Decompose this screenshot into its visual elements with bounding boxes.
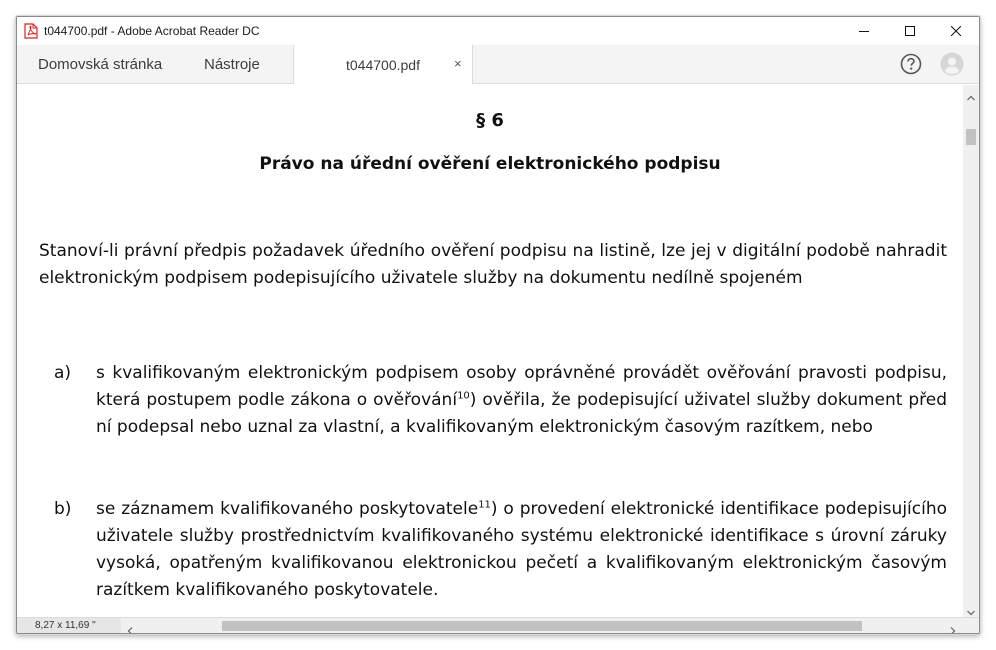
- tab-close-button[interactable]: ×: [454, 56, 462, 71]
- list-item-marker: a): [54, 363, 72, 383]
- section-title: Právo na úřední ověření elektronického podpisu: [259, 154, 721, 174]
- maximize-icon: [905, 26, 915, 36]
- page-size-readout: 8,27 x 11,69 ": [17, 618, 121, 634]
- list-item-text: se záznamem kvalifikovaného poskytovatele$^{11}$) o provedení elektronické identifikace podepisujícího uživatele služby prostřednictvím kvalifikovaného systému elektronické identifikace s úrovní záruky vysoká, opatřeným kvalifikovanou elektronickou pečetí a kvalifikovaným elektronickým časovým razítkem kvalifikovaného poskytovatele.: [96, 499, 948, 600]
- minimize-button[interactable]: [841, 17, 887, 45]
- scroll-left-icon[interactable]: [127, 622, 133, 634]
- list-item-marker: b): [54, 499, 72, 519]
- list-item-text: s kvalifikovaným elektronickým podpisem osoby oprávněné provádět ověřování pravosti podpisu, která postupem podle zákona o ověřování$^{10}$) ověřila, že podepisující uživatel služby dokument před ní podepsal nebo uznal za vlastní, a kvalifikovaným elektronickým časovým razítkem, nebo: [96, 363, 947, 437]
- tab-bar: [17, 45, 979, 84]
- intro-paragraph: Stanoví-li právní předpis požadavek úředního ověření podpisu na listině, lze jej v digitální podobě nahradit elektronickým podpisem podepisujícího uživatele služby na dokumentu nedílně spojeném: [39, 241, 947, 288]
- minimize-icon: [859, 26, 869, 36]
- footnote-reference[interactable]: 11: [478, 499, 491, 511]
- horizontal-scroll-thumb[interactable]: [222, 621, 862, 631]
- tab-home[interactable]: Domovská stránka: [38, 56, 163, 73]
- status-bar: [17, 617, 979, 634]
- scroll-down-icon[interactable]: [967, 603, 975, 617]
- document-page: [17, 85, 963, 617]
- help-icon[interactable]: [900, 53, 922, 75]
- title-bar: [17, 17, 979, 45]
- close-icon: [951, 26, 961, 36]
- vertical-scroll-thumb[interactable]: [966, 129, 976, 145]
- document-viewport[interactable]: [17, 85, 979, 617]
- scroll-right-icon[interactable]: [950, 622, 956, 634]
- close-window-button[interactable]: [933, 17, 979, 45]
- tab-document[interactable]: [293, 45, 473, 84]
- tab-tools[interactable]: Nástroje: [204, 56, 260, 73]
- scroll-up-icon[interactable]: [967, 88, 975, 106]
- section-number: § 6: [476, 110, 504, 131]
- pdf-file-icon: [24, 23, 38, 39]
- vertical-scrollbar[interactable]: [963, 85, 979, 617]
- maximize-button[interactable]: [887, 17, 933, 45]
- user-account-icon[interactable]: [940, 52, 964, 76]
- tab-document-label: t044700.pdf: [346, 57, 420, 73]
- footnote-reference[interactable]: 10: [457, 390, 470, 402]
- window-title: t044700.pdf - Adobe Acrobat Reader DC: [44, 24, 260, 38]
- acrobat-window: [16, 16, 980, 634]
